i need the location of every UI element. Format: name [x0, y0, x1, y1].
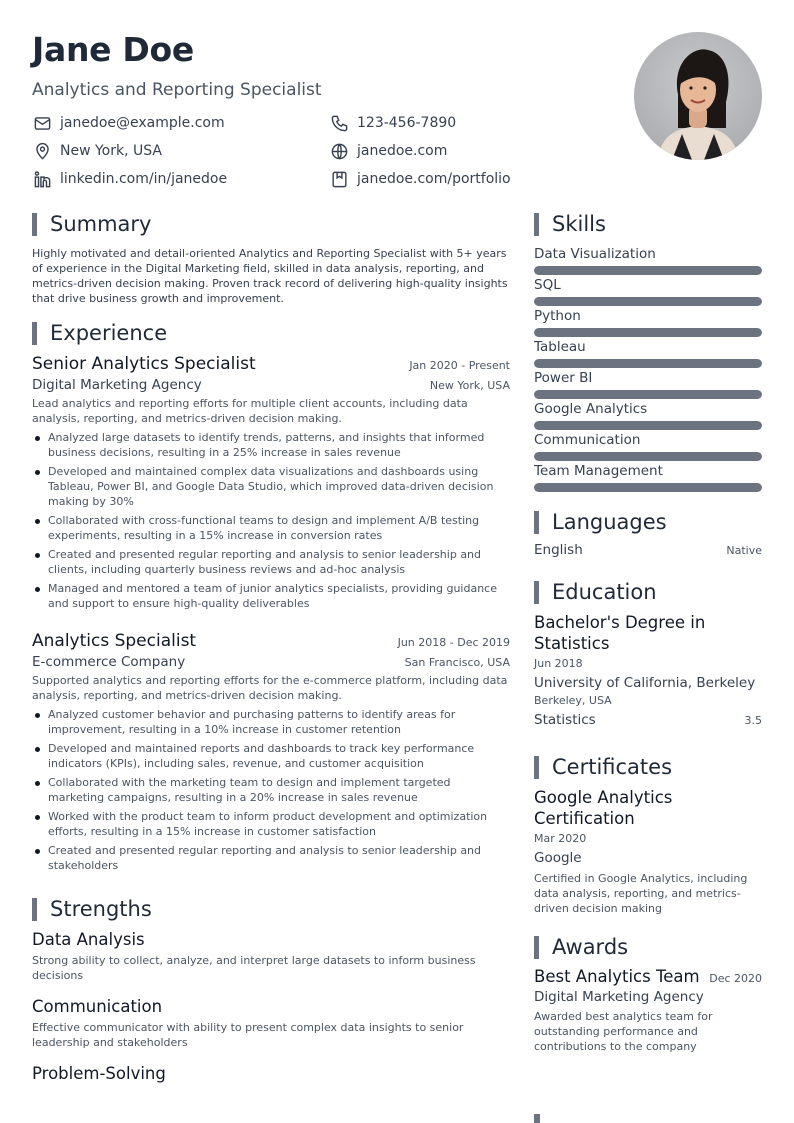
section-accent-bar: [534, 581, 539, 604]
list-item: Developed and maintained complex data visualizations and dashboards using Tableau, Power BI, and Google Data Studio, which improved data-driven decision making by 30%: [32, 464, 510, 509]
education-location: Berkeley, USA: [534, 694, 612, 707]
skill-level-bar: [534, 266, 762, 275]
section-accent-bar: [32, 898, 37, 921]
skill-level-fill: [534, 452, 762, 461]
contact-portfolio[interactable]: [329, 168, 511, 190]
job-date: Jan 2020 - Present: [409, 359, 510, 372]
section-accent-bar: [32, 322, 37, 345]
languages-heading: [534, 510, 667, 534]
experience-heading: [32, 321, 167, 345]
list-item: Analyzed customer behavior and purchasing patterns to identify areas for improvement, resulting in a 10% increase in customer retention: [32, 707, 510, 737]
skill-level-bar: [534, 328, 762, 337]
certificate-name: Google Analytics Certification: [534, 788, 673, 828]
award-date: Dec 2020: [709, 972, 762, 985]
strengths-heading: [32, 897, 152, 921]
skill-level-bar: [534, 483, 762, 492]
section-title: Awards: [552, 935, 629, 959]
skill-item: [534, 306, 762, 337]
list-item: Managed and mentored a team of junior analytics specialists, providing guidance and support to ensure high-quality deliverables: [32, 581, 510, 611]
job-company: Digital Marketing Agency: [32, 377, 202, 393]
list-item: Collaborated with the marketing team to design and implement targeted marketing campaigns, resulting in a 20% increase in sales revenue: [32, 775, 510, 805]
job-description: Supported analytics and reporting efforts for the e-commerce platform, including data analysis, reporting, and metrics-driven decision making.: [32, 674, 508, 702]
skill-item: [534, 337, 762, 368]
section-accent-bar: [534, 213, 539, 236]
phone-text: 123-456-7890: [357, 115, 457, 131]
section-title: Languages: [552, 510, 667, 534]
section-title: Education: [552, 580, 657, 604]
skills-heading: [534, 212, 606, 236]
skill-name: Google Analytics: [534, 401, 648, 417]
skill-level-bar: [534, 297, 762, 306]
award-entry: [534, 967, 762, 1054]
list-item: Developed and maintained reports and dashboards to track key performance indicators (KPIs), including sales, revenue, and customer acquisition: [32, 741, 510, 771]
strength-item: [32, 1064, 510, 1083]
candidate-title: Analytics and Reporting Specialist: [32, 80, 322, 100]
job-description: Lead analytics and reporting efforts for multiple client accounts, including data analysis, reporting, and metrics-driven decision making.: [32, 397, 468, 425]
section-title: Strengths: [50, 897, 152, 921]
skills-list: [534, 244, 762, 492]
skill-level-fill: [534, 359, 762, 368]
skill-item: [534, 430, 762, 461]
job-company: E-commerce Company: [32, 654, 186, 670]
section-accent-bar: [534, 936, 539, 959]
strength-item: [32, 997, 510, 1050]
certificate-description: Certified in Google Analytics, including data analysis, reporting, and metrics-driven decision making: [534, 872, 748, 915]
skill-level-fill: [534, 328, 762, 337]
certificate-issuer: Google: [534, 850, 582, 866]
skill-name: Communication: [534, 432, 641, 448]
education-institution: University of California, Berkeley: [534, 675, 756, 691]
education-gpa: 3.5: [744, 714, 762, 727]
phone-icon: [329, 113, 349, 133]
section-title: Experience: [50, 321, 168, 345]
award-name: Best Analytics Team: [534, 967, 700, 986]
map-pin-icon: [32, 141, 52, 161]
job-location: New York, USA: [429, 379, 510, 392]
strength-title: Data Analysis: [32, 930, 145, 949]
linkedin-icon: [32, 169, 52, 189]
strength-title: Communication: [32, 997, 163, 1016]
list-item: Created and presented regular reporting and analysis to senior leadership and clients, including quarterly business reviews and ad-hoc analysis: [32, 547, 510, 577]
language-name: English: [534, 542, 583, 558]
job-bullets: [32, 430, 510, 611]
profile-photo: [634, 32, 762, 160]
linkedin-text: linkedin.com/in/janedoe: [60, 171, 228, 187]
skill-item: [534, 399, 762, 430]
strength-title: Problem-Solving: [32, 1064, 166, 1083]
email-text: janedoe@example.com: [60, 115, 225, 131]
experience-entry: [32, 631, 510, 877]
job-bullets: [32, 707, 510, 873]
skill-item: [534, 275, 762, 306]
job-location: San Francisco, USA: [404, 656, 510, 669]
education-degree: Bachelor's Degree in Statistics: [534, 613, 706, 653]
portfolio-text: janedoe.com/portfolio: [357, 171, 511, 187]
strength-description: Effective communicator with ability to present complex data insights to senior leadership and stakeholders: [32, 1021, 464, 1049]
skill-name: Power BI: [534, 370, 593, 386]
website-text: janedoe.com: [357, 143, 448, 159]
education-heading: [534, 580, 657, 604]
section-title: Skills: [552, 212, 606, 236]
section-title: Certificates: [552, 755, 673, 779]
skill-name: Data Visualization: [534, 246, 656, 262]
skill-name: Python: [534, 308, 581, 324]
list-item: Worked with the product team to inform product development and optimization efforts, resulting in a 15% increase in customer satisfaction: [32, 809, 510, 839]
section-title: Summary: [50, 212, 152, 236]
skill-level-fill: [534, 297, 762, 306]
language-level: Native: [726, 544, 762, 557]
contact-website[interactable]: [329, 140, 447, 162]
education-entry: [534, 612, 762, 728]
list-item: Analyzed large datasets to identify trends, patterns, and insights that informed business decisions, resulting in a 25% increase in sales revenue: [32, 430, 510, 460]
skill-level-bar: [534, 421, 762, 430]
skill-level-fill: [534, 266, 762, 275]
strength-item: [32, 930, 510, 983]
award-description: Awarded best analytics team for outstanding performance and contributions to the company: [534, 1010, 713, 1053]
award-organization: Digital Marketing Agency: [534, 989, 704, 1005]
skill-level-bar: [534, 452, 762, 461]
certificates-heading: [534, 755, 672, 779]
candidate-name: Jane Doe: [32, 30, 194, 69]
section-accent-bar: [534, 756, 539, 779]
strength-description: Strong ability to collect, analyze, and interpret large datasets to inform business decisions: [32, 954, 476, 982]
skill-item: [534, 244, 762, 275]
skill-item: [534, 368, 762, 399]
globe-icon: [329, 141, 349, 161]
section-accent-bar: [534, 511, 539, 534]
section-accent-bar: [534, 1114, 540, 1123]
skill-name: Tableau: [534, 339, 586, 355]
location-text: New York, USA: [60, 143, 162, 159]
experience-entry: [32, 354, 510, 615]
job-title: Senior Analytics Specialist: [32, 354, 256, 374]
contact-linkedin[interactable]: [32, 168, 227, 190]
skill-item: [534, 461, 762, 492]
certificate-date: Mar 2020: [534, 832, 587, 845]
summary-text: Highly motivated and detail-oriented Analytics and Reporting Specialist with 5+ years of experience in the Digital Marketing field, skilled in data analysis, reporting, and metrics-driven decision making. Proven track record of delivering high-quality insights that drive business growth and improvement.: [32, 247, 508, 305]
list-item: Created and presented regular reporting and analysis to senior leadership and stakeholders: [32, 843, 510, 873]
skill-level-bar: [534, 359, 762, 368]
summary-heading: [32, 212, 151, 236]
contact-phone[interactable]: [329, 112, 456, 134]
job-date: Jun 2018 - Dec 2019: [397, 636, 510, 649]
education-date: Jun 2018: [534, 657, 583, 670]
skill-name: Team Management: [534, 463, 663, 479]
skill-name: SQL: [534, 277, 561, 293]
education-field: Statistics: [534, 712, 596, 728]
envelope-icon: [32, 113, 52, 133]
certificate-entry: [534, 787, 762, 916]
list-item: Collaborated with cross-functional teams to design and implement A/B testing experiments, resulting in a 15% increase in conversion rates: [32, 513, 510, 543]
job-title: Analytics Specialist: [32, 631, 197, 651]
skill-level-bar: [534, 390, 762, 399]
language-item: [534, 542, 762, 558]
section-accent-bar: [32, 213, 37, 236]
skill-level-fill: [534, 390, 762, 399]
skill-level-fill: [534, 421, 762, 430]
contact-location: [32, 140, 162, 162]
contact-email[interactable]: [32, 112, 225, 134]
awards-heading: [534, 935, 628, 959]
skill-level-fill: [534, 483, 762, 492]
bookmark-icon: [329, 169, 349, 189]
